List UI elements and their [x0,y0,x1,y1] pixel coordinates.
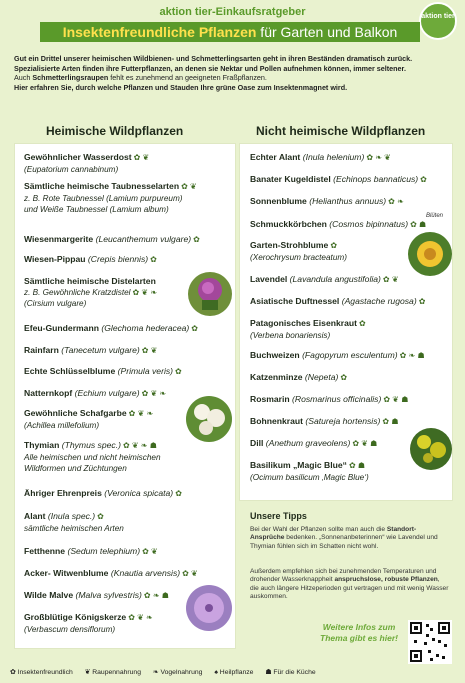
right-column-heading: Nicht heimische Wildpflanzen [256,124,426,138]
plant-item [24,181,197,216]
plant-sci: (Xerochrysum bracteatum) [250,252,347,262]
plant-name: Wiesen-Pippau [24,254,86,264]
plant-item [250,196,404,208]
plant-icons: ✿ [193,235,200,244]
plant-item [250,416,399,428]
plant-icons: ✿ ❦ ☗ [383,395,409,404]
plant-icons: ✿ [175,489,182,498]
plant-icons: ✿ [175,367,182,376]
plant-sci: (Agastache rugosa) [341,296,417,306]
plant-sci: z. B. Rote Taubnessel (Lamium purpureum) [24,193,183,203]
plant-item [24,388,166,400]
plant-sci: (Inula spec.) [47,511,96,521]
plant-sci: (Glechoma hederacea) [101,323,190,333]
plant-icons: ✿ [150,255,157,264]
plant-name: Sämtliche heimische Taubnesselarten [24,181,180,191]
plant-icons: ✿ [420,175,427,184]
left-column-heading: Heimische Wildpflanzen [46,124,184,138]
top-label: aktion tier-Einkaufsratgeber [159,6,306,18]
plant-sci: und Weiße Taubnessel (Lamium album) [24,205,169,214]
plant-icons: ✿ ☗ [410,220,427,229]
plant-sci: (Verbascum densiflorum) [24,624,116,634]
plant-name: Bohnenkraut [250,416,303,426]
bluten-label: Blüten [426,213,444,219]
plant-sci: (Knautia arvensis) [110,568,181,578]
tips-paragraph-1 [250,526,450,551]
plant-item [24,511,124,534]
plant-item [250,460,369,483]
plant-icons: ✿ ❦ [182,569,198,578]
plant-item [24,323,198,335]
tips-p1-rest: bedenken. „Sonnenanbeterinnen“ wie Lavendel und Thymian fühlen sich im Schatten nicht wohl. [250,534,438,550]
plant-item [24,590,169,602]
plant-item [250,350,425,362]
plant-name: Echter Alant [250,152,301,162]
plant-name: Gewöhnliche Schafgarbe [24,408,127,418]
plant-sci: (Malva sylvestris) [75,590,142,600]
plant-icons: ✿ [418,297,426,306]
intro-line2-bold: immer seltener [353,63,404,73]
plant-name: Sämtliche heimische Distelarten [24,276,156,286]
aktion-tier-logo: aktion tier [419,2,457,40]
plant-name: Wiesenmargerite [24,234,94,244]
plant-icons: ✿ ☗ [348,461,366,470]
plant-sci: (Nepeta) [304,372,339,382]
plant-item [250,394,408,406]
tips-p2-bold: anspruchslose, robuste Pflanzen [334,576,438,584]
plant-item [24,612,153,635]
plant-icons: ✿ ❦ [181,182,197,191]
legend-heil: ♠ Heilpflanze [214,669,254,676]
plant-item [250,274,399,286]
plant-icons: ✿ [359,319,366,328]
page-title [40,22,420,42]
plant-sci: (Achillea millefolium) [24,420,100,430]
plant-item [250,296,425,308]
plant-sci: Wildformen und Züchtungen [24,464,127,473]
plant-icons: ✿ ❧ ☗ [399,351,425,360]
plant-name: Thymian [24,440,60,450]
plant-name: Asiatische Duftnessel [250,296,340,306]
legend-raupen: ❦ Raupennahrung [84,669,141,676]
plant-name: Buchweizen [250,350,300,360]
plant-name: Echte Schlüsselblume [24,366,116,376]
plant-item [24,276,157,310]
plant-sci: z. B. Gewöhnliche Kratzdistel [24,287,131,297]
intro-line1: Gut ein Drittel unserer heimischen Wildbienen- und Schmetterlingsarten geht in ihren Beständen dramatisch zurück. [14,54,413,63]
strawflower-photo [408,232,452,276]
plant-item [250,372,347,384]
plant-sci: (Cirsium vulgare) [24,299,87,308]
plant-sci: (Primula veris) [117,366,174,376]
plant-item [24,568,198,580]
title-bold: Insektenfreundliche Pflanzen [62,24,257,40]
plant-name: Fetthenne [24,546,66,556]
plant-name: Katzenminze [250,372,303,382]
tips-p1-pre: Bei der Wahl der Pflanzen sollte man auch die [250,526,387,533]
plant-item [250,152,391,164]
title-rest: für Garten und Balkon [256,24,398,40]
plant-icons: ✿ ❦ [133,153,150,162]
plant-name: Lavendel [250,274,288,284]
thistle-photo [188,272,232,316]
plant-item [24,345,157,357]
legend-kueche: ☗ Für die Küche [265,669,316,676]
more-info-text [314,622,404,644]
tips-paragraph-2 [250,568,450,602]
plant-sci: (Echium vulgare) [74,388,140,398]
plant-sci: (Rosmarinus officinalis) [292,394,382,404]
mallow-photo [186,585,232,631]
intro-line2-end: . [403,63,406,73]
plant-name: Garten-Strohblume [250,240,329,250]
plant-sci: (Helianthus annuus) [309,196,387,206]
plant-name: Natternkopf [24,388,73,398]
qr-code[interactable] [408,620,452,664]
plant-item [24,366,182,378]
plant-sci: Alle heimischen und nicht heimischen [24,452,161,462]
plant-icons: ✿ ❦ [141,346,158,355]
plant-sci: (Leucanthemum vulgare) [95,234,192,244]
plant-sci: (Echinops bannaticus) [333,174,419,184]
plant-icons: ✿ ❦ ❧ [128,613,153,622]
plant-item [250,240,347,263]
plant-item [250,174,427,186]
intro-line3-pre: Auch [14,73,33,83]
plant-name: Patagonisches Eisenkraut [250,318,357,328]
plant-icons: ✿ [191,324,198,333]
plant-icons: ✿ ❧ ❦ [366,153,391,162]
plant-name: Wilde Malve [24,590,74,600]
more-info-line2: Thema gibt es hier! [320,633,398,643]
plant-icons: ✿ ❦ [142,547,158,556]
intro-text [14,54,454,92]
plant-icons: ✿ ☗ [382,417,399,426]
legend [10,668,326,676]
plant-sci: sämtliche heimischen Arten [24,523,124,533]
plant-name: Rainfarn [24,345,59,355]
plant-icons: ✿ ❦ ❧ [141,389,167,398]
plant-name: Basilikum „Magic Blue“ [250,460,347,470]
plant-name: Acker- Witwenblume [24,568,109,578]
plant-sci: (Veronica spicata) [104,488,174,498]
plant-sci: (Thymus spec.) [61,440,121,450]
plant-icons: ✿ [97,512,104,521]
plant-sci: (Lavandula angustifolia) [289,274,381,284]
plant-sci: (Crepis biennis) [87,254,149,264]
plant-sci: (Verbena bonariensis) [250,330,331,340]
intro-line4: Hier erfahren Sie, durch welche Pflanzen und Stauden Ihre grüne Oase zum Insektenmagnet wird. [14,82,348,92]
plant-name: Alant [24,511,46,521]
tips-p2-pre: Außerdem empfehlen sich bei zunehmenden Temperaturen und drohender Wasserknappheit [250,568,437,584]
plant-icons: ✿ ❧ [388,197,404,206]
plant-icons: ✿ [340,373,348,382]
plant-item [250,219,426,231]
dill-photo [410,428,452,470]
plant-icons: ✿ ❦ ☗ [352,439,378,448]
tips-p2-rest: , die auch längere Hitzeperioden gut vertragen und mit wenig Wasser auskommen. [250,576,449,601]
intro-line3-rest: fehlt es zunehmend an geeigneten Fraßpflanzen. [108,73,267,83]
plant-icons: ✿ ❦ ❧ [132,287,158,297]
legend-vogel: ❧ Vogelnahrung [152,669,203,676]
plant-icons: ✿ [330,241,338,250]
plant-name: Banater Kugeldistel [250,174,331,184]
plant-name: Ähriger Ehrenpreis [24,488,102,498]
plant-item [24,408,153,431]
tips-title: Unsere Tipps [250,511,307,521]
plant-item [24,488,182,500]
plant-item [24,234,200,246]
intro-line2: Spezialisierte Arten finden ihre Futterpflanzen, an denen sie Nektar und Pollen aufnehmen können, [14,63,354,73]
yarrow-photo [186,396,232,442]
plant-name: Schmuckkörbchen [250,219,327,229]
plant-name: Rosmarin [250,394,290,404]
plant-icons: ✿ ❦ [382,275,399,284]
plant-item [250,318,366,341]
legend-insekten: ✿ Insektenfreundlich [10,669,73,676]
tips-p1-bold: Standort-Ansprüche [250,526,417,542]
plant-name: Großblütige Königskerze [24,612,127,622]
plant-item [24,254,157,266]
plant-icons: ✿ ❦ ❧ ☗ [122,441,157,450]
plant-sci: (Eupatorium cannabinum) [24,164,119,174]
more-info-line1: Weitere Infos zum [322,622,396,632]
plant-sci: (Anethum graveolens) [265,438,351,448]
plant-icons: ✿ ❦ ❧ [128,409,154,418]
plant-item [24,546,158,558]
plant-name: Efeu-Gundermann [24,323,99,333]
plant-item [24,440,161,475]
plant-sci: (Sedum telephium) [67,546,141,556]
intro-line3-bold: Schmetterlingsraupen [32,73,109,83]
plant-name: Gewöhnlicher Wasserdost [24,152,132,162]
plant-sci: (Cosmos bipinnatus) [329,219,409,229]
plant-name: Sonnenblume [250,196,307,206]
plant-sci: (Satureja hortensis) [305,416,381,426]
plant-sci: (Ocimum basilicum ‚Magic Blue‘) [250,472,369,482]
plant-sci: (Inula helenium) [302,152,365,162]
plant-name: Dill [250,438,264,448]
plant-icons: ✿ ❧ ☗ [143,591,169,600]
plant-item [250,438,377,450]
plant-item [24,152,149,175]
plant-sci: (Fagopyrum esculentum) [302,350,398,360]
plant-sci: (Tanecetum vulgare) [61,345,140,355]
